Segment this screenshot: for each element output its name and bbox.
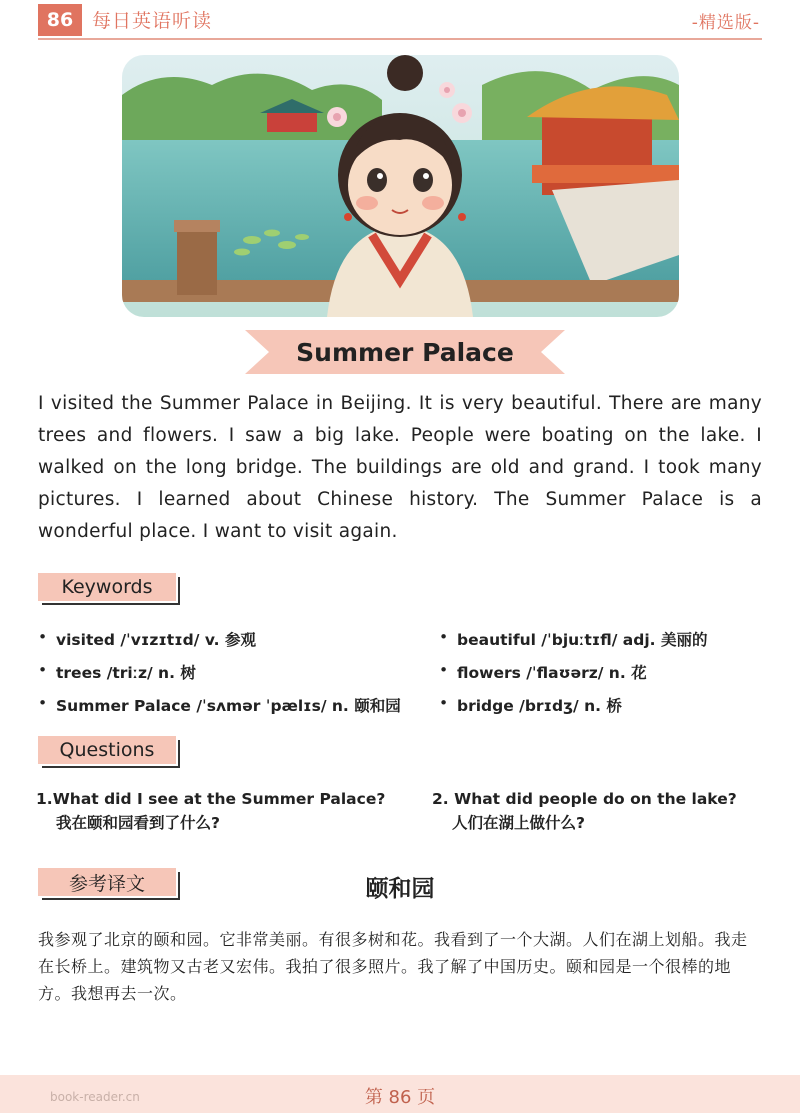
question-number: 1. — [36, 790, 53, 808]
story-title: Summer Palace — [296, 337, 514, 367]
question-1 — [36, 787, 385, 835]
translation-label-text: 参考译文 — [68, 872, 145, 895]
keywords-label-text: Keywords — [61, 576, 153, 598]
translation-text: 我参观了北京的颐和园。它非常美丽。有很多树和花。我看到了一个大湖。人们在湖上划船。我走在长桥上。建筑物又古老又宏伟。我拍了很多照片。我了解了中国历史。颐和园是一个很棒的地方。我想再去一次。 — [38, 930, 748, 1003]
keyword-item: • trees /triːz/ n. 树 — [56, 661, 196, 683]
questions-label — [38, 736, 180, 768]
keyword-item: • visited /ˈvɪzɪtɪd/ v. 参观 — [56, 628, 256, 650]
translation-title: 颐和园 — [365, 876, 435, 902]
book-title: 每日英语听读 — [92, 10, 213, 32]
story-text: I visited the Summer Palace in Beijing. It is very beautiful. There are many trees and flowers. I saw a big lake. People were boating on the lake. I walked on the long bridge. The buildings are old and grand. I took many pictures. I learned about Chinese history. The Summer Palace is a wonderful place. I want to visit again. — [38, 393, 762, 542]
question-english: What did I see at the Summer Palace? — [52, 790, 386, 808]
translation-label — [38, 868, 180, 900]
question-english: What did people do on the lake? — [454, 790, 737, 808]
keyword-item: • bridge /brɪdʒ/ n. 桥 — [457, 694, 622, 716]
keyword-item: • flowers /ˈflaʊərz/ n. 花 — [457, 661, 647, 683]
keyword-item: • beautiful /ˈbjuːtɪfl/ adj. 美丽的 — [457, 628, 707, 650]
watermark: book-reader.cn — [50, 1090, 140, 1104]
page-number-badge: 86 — [38, 4, 82, 36]
questions-label-text: Questions — [59, 739, 155, 761]
hero-illustration — [122, 55, 679, 317]
question-number: 2. — [432, 790, 449, 808]
keyword-item: • Summer Palace /ˈsʌmər ˈpælɪs/ n. 颐和园 — [56, 694, 401, 716]
footer-page-label: 第 86 页 — [364, 1087, 436, 1108]
question-chinese: 我在颐和园看到了什么? — [56, 814, 220, 832]
page-footer — [0, 1075, 800, 1113]
question-2 — [432, 787, 737, 835]
story-title-banner — [245, 330, 565, 374]
question-chinese: 人们在湖上做什么? — [452, 814, 585, 832]
edition-label: -精选版- — [691, 13, 760, 33]
keywords-label — [38, 573, 180, 605]
header-divider — [38, 38, 762, 40]
